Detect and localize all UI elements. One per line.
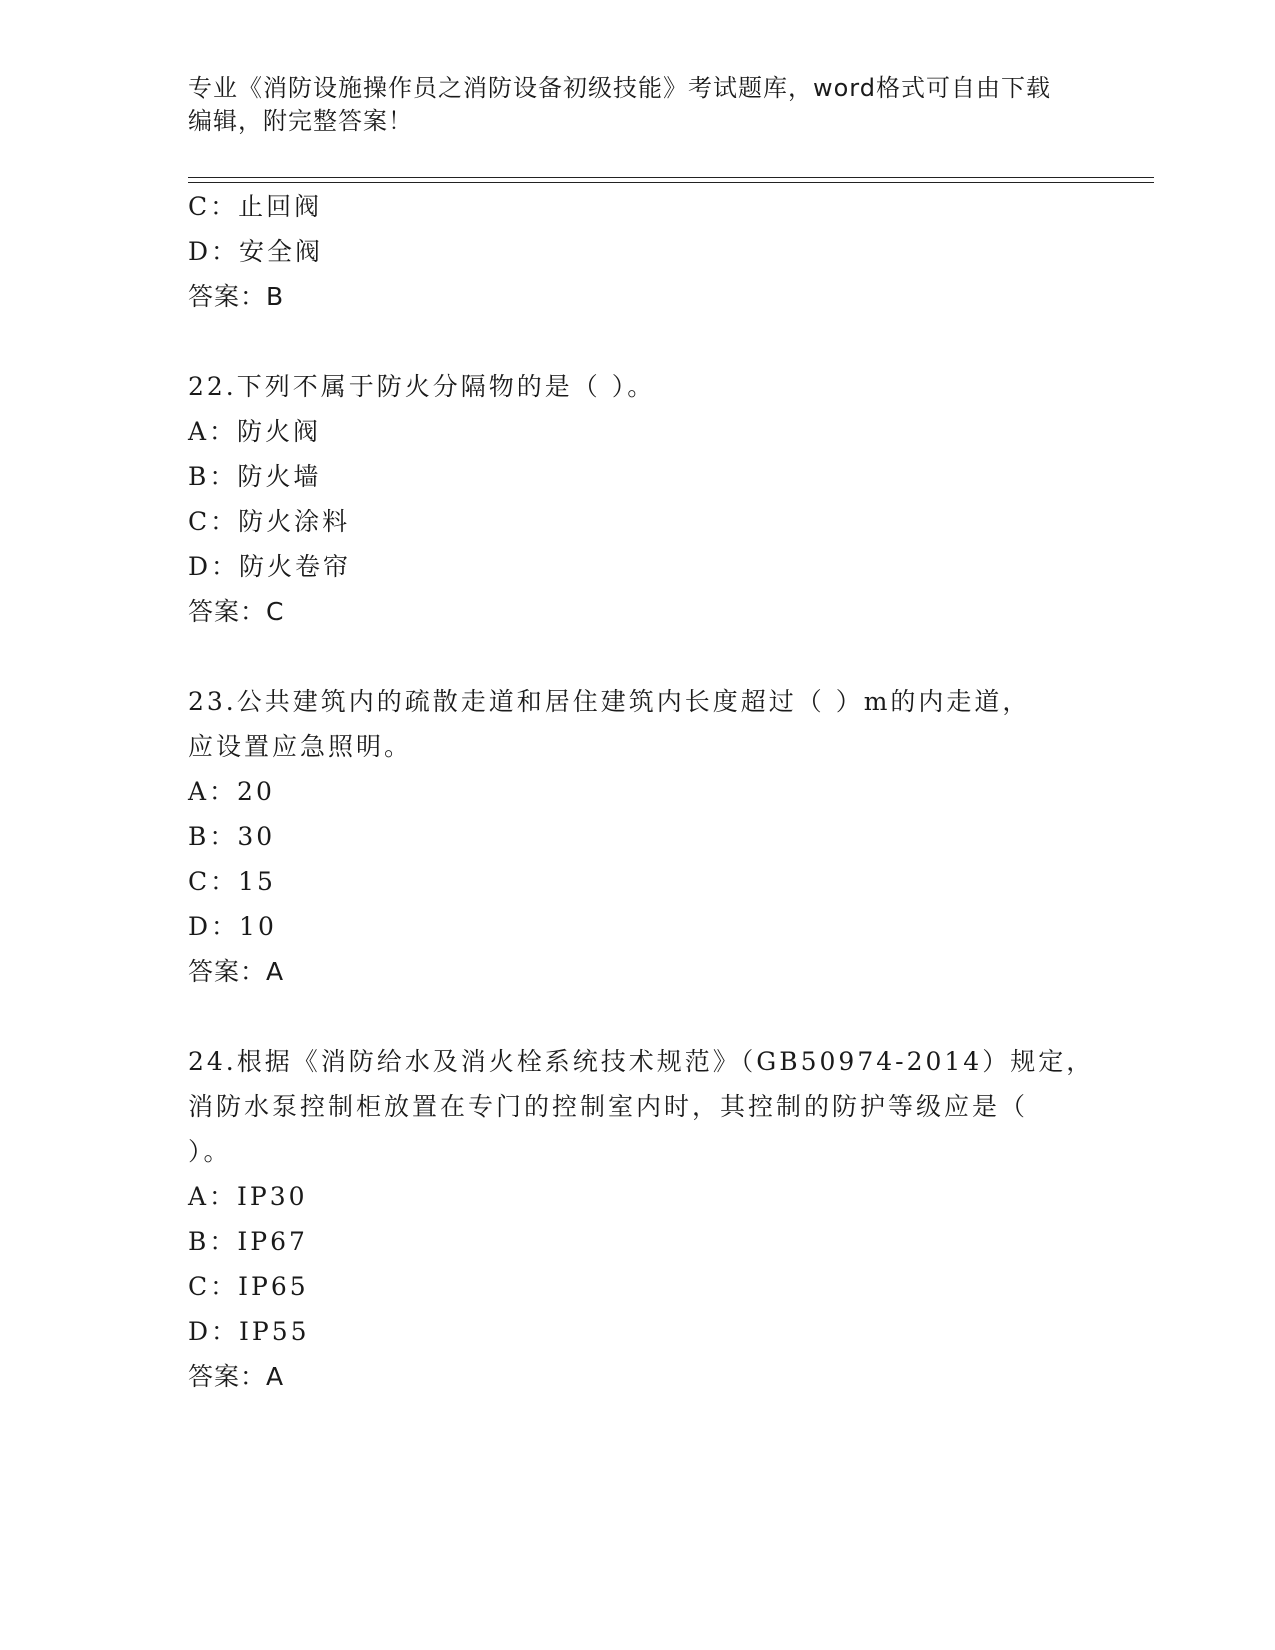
option-d: D：10 — [188, 912, 277, 941]
answer: 答案：A — [188, 957, 285, 986]
option-a: A：IP30 — [188, 1182, 308, 1211]
option-a: A：20 — [188, 777, 275, 806]
question-stem: 消防水泵控制柜放置在专门的控制室内时，其控制的防护等级应是（ — [188, 1092, 1029, 1121]
option-d: D：IP55 — [188, 1317, 310, 1346]
question-stem: 23.公共建筑内的疏散走道和居住建筑内长度超过（ ）m的内走道， — [188, 687, 1031, 716]
question-stem: 应设置应急照明。 — [188, 732, 413, 761]
option-b: B：防火墙 — [188, 462, 322, 491]
option-c: C：15 — [188, 867, 276, 896]
option-a: A：防火阀 — [188, 417, 322, 446]
option-c: C：止回阀 — [188, 192, 323, 221]
option-c: C：防火涂料 — [188, 507, 351, 536]
document-header: 专业《消防设施操作员之消防设备初级技能》考试题库，word格式可自由下载编辑，附完整答案！ — [188, 74, 1051, 135]
header-divider-top — [188, 177, 1154, 178]
option-d: D：防火卷帘 — [188, 552, 352, 581]
answer: 答案：C — [188, 597, 285, 626]
option-c: C：IP65 — [188, 1272, 309, 1301]
answer: 答案：A — [188, 1362, 285, 1391]
question-stem: 22.下列不属于防火分隔物的是（ ）。 — [188, 372, 656, 401]
option-b: B：30 — [188, 822, 276, 851]
option-b: B：IP67 — [188, 1227, 308, 1256]
header-divider-bottom — [188, 182, 1154, 183]
question-stem: ）。 — [188, 1137, 232, 1166]
answer: 答案：B — [188, 282, 285, 311]
option-d: D：安全阀 — [188, 237, 324, 266]
question-stem: 24.根据《消防给水及消火栓系统技术规范》（GB50974-2014）规定， — [188, 1047, 1095, 1076]
